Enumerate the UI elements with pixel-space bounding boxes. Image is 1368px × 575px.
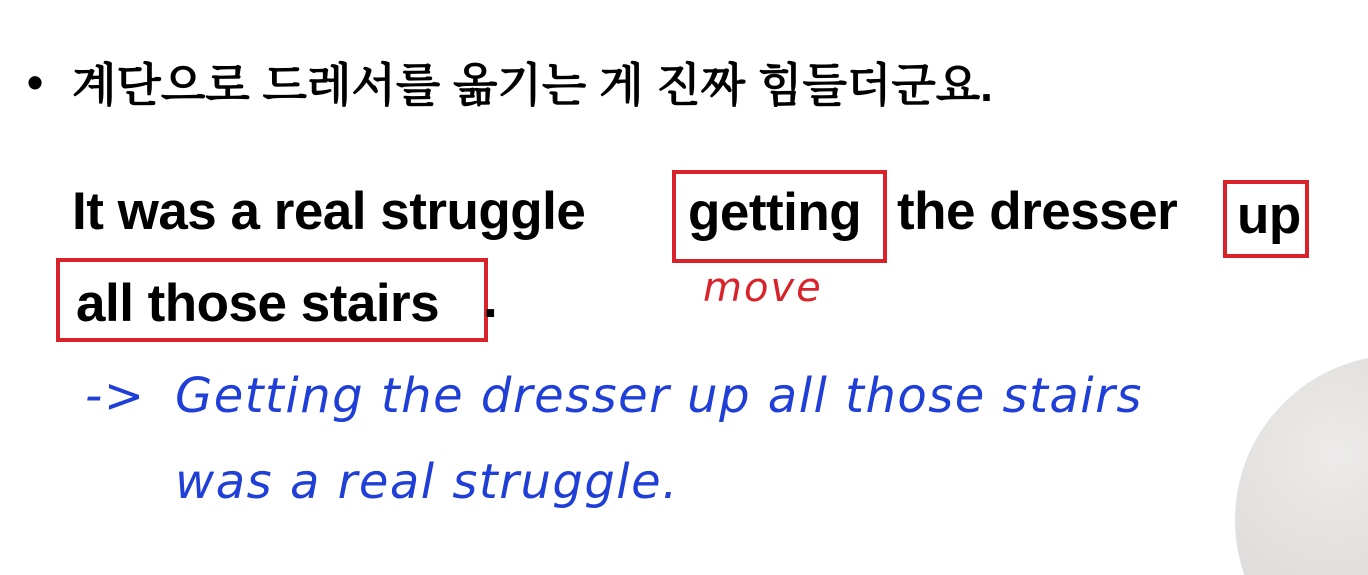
decorative-circle xyxy=(1235,355,1368,575)
highlight-box-getting xyxy=(672,170,887,263)
korean-sentence: 계단으로 드레서를 옮기는 게 진짜 힘들더군요. xyxy=(72,59,993,111)
english-sentence-part1: It was a real struggle xyxy=(72,182,586,241)
highlight-stairs: all those stairs xyxy=(76,274,440,333)
highlight-box-up xyxy=(1223,180,1309,258)
rewrite-line-1: Getting the dresser up all those stairs xyxy=(175,368,1143,424)
english-sentence-part2: the dresser xyxy=(897,182,1178,241)
rewrite-line-2: was a real struggle. xyxy=(175,454,679,510)
highlight-box-stairs xyxy=(56,258,488,342)
bullet-point: • xyxy=(27,56,44,108)
annotation-move: move xyxy=(703,265,823,311)
rewrite-arrow: -> xyxy=(85,368,146,424)
highlight-getting: getting xyxy=(688,183,862,242)
highlight-up: up xyxy=(1237,186,1301,245)
english-sentence-period: . xyxy=(483,270,498,329)
